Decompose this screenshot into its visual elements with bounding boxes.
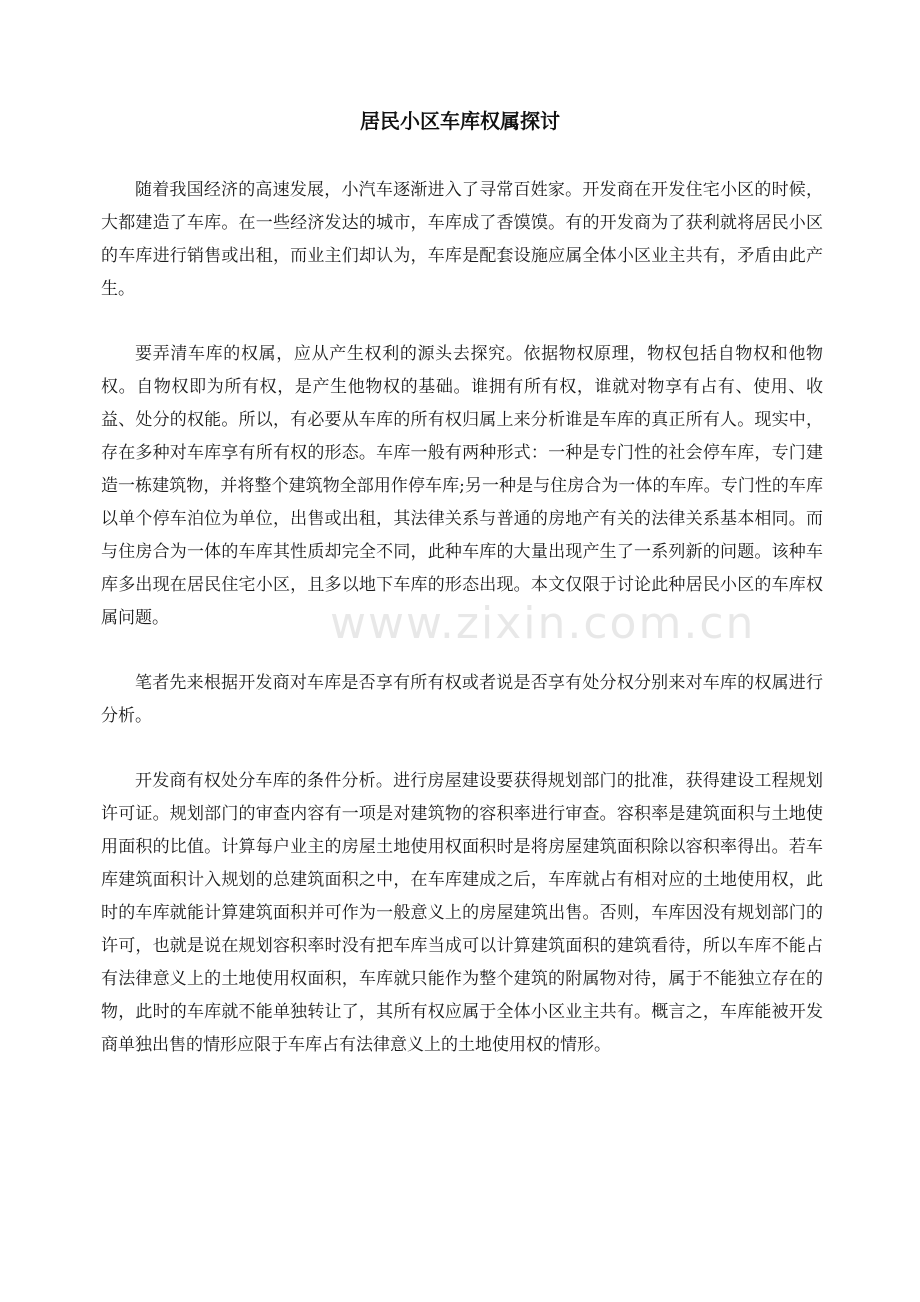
document-body bbox=[101, 174, 823, 1094]
watermark: www.zixin.com.cn bbox=[330, 598, 756, 649]
paragraph-3: 笔者先来根据开发商对车库是否享有所有权或者说是否享有处分权分别来对车库的权属进行分析。 bbox=[101, 673, 823, 726]
paragraph-1: 随着我国经济的高速发展，小汽车逐渐进入了寻常百姓家。开发商在开发住宅小区的时候，大都建造了车库。在一些经济发达的城市，车库成了香馍馍。有的开发商为了获利就将居民小区的车库进行销售或出租，而业主们却认为，车库是配套设施应属全体小区业主共有，矛盾由此产生。 bbox=[101, 180, 823, 299]
page-title: 居民小区车库权属探讨 bbox=[360, 109, 560, 133]
paragraph-4: 开发商有权处分车库的条件分析。进行房屋建设要获得规划部门的批准，获得建设工程规划许可证。规划部门的审查内容有一项是对建筑物的容积率进行审查。容积率是建筑面积与土地使用面积的比值。计算每户业主的房屋土地使用权面积时是将房屋建筑面积除以容积率得出。若车库建筑面积计入规划的总建筑面积之中，在车库建成之后，车库就占有相对应的土地使用权，此时的车库就能计算建筑面积并可作为一般意义上的房屋建筑出售。否则，车库因没有规划部门的许可，也就是说在规划容积率时没有把车库当成可以计算建筑面积的建筑看待，所以车库不能占有法律意义上的土地使用权面积，车库就只能作为整个建筑的附属物对待，属于不能独立存在的物，此时的车库就不能单独转让了，其所有权应属于全体小区业主共有。概言之，车库能被开发商单独出售的情形应限于车库占有法律意义上的土地使用权的情形。 bbox=[101, 771, 823, 1055]
paragraph-2: 要弄清车库的权属，应从产生权利的源头去探究。依据物权原理，物权包括自物权和他物权。自物权即为所有权，是产生他物权的基础。谁拥有所有权，谁就对物享有占有、使用、收益、处分的权能。所以，有必要从车库的所有权归属上来分析谁是车库的真正所有人。现实中，存在多种对车库享有所有权的形态。车库一般有两种形式：一种是专门性的社会停车库，专门建造一栋建筑物，并将整个建筑物全部用作停车库;另一种是与住房合为一体的车库。专门性的车库以单个停车泊位为单位，出售或出租，其法律关系与普通的房地产有关的法律关系基本相同。而与住房合为一体的车库其性质却完全不同，此种车库的大量出现产生了一系列新的问题。该种车库多出现在居民住宅小区，且多以地下车库的形态出现。本文仅限于讨论此种居民小区的车库权属问题。 bbox=[101, 344, 823, 628]
